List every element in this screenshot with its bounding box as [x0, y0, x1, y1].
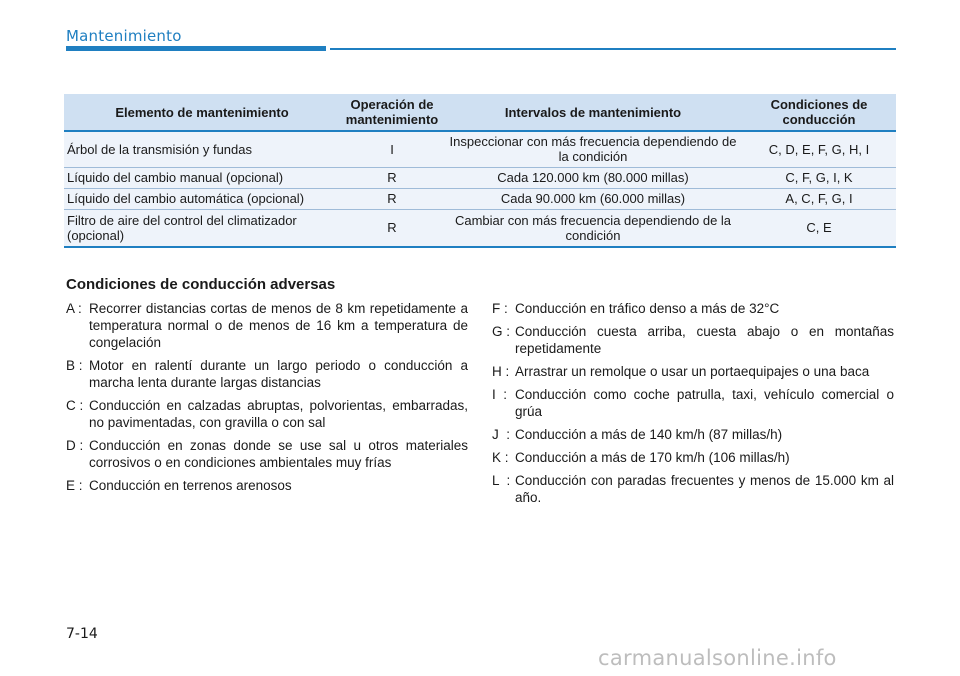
- table-cell: Inspeccionar con más frecuencia dependiendo de la condición: [444, 131, 742, 167]
- list-item: [66, 437, 468, 471]
- table-cell: C, E: [742, 209, 896, 247]
- table-cell: Líquido del cambio automática (opcional): [64, 188, 340, 209]
- list-item: [66, 357, 468, 391]
- table-row: [64, 131, 896, 167]
- condition-text: Conducción cuesta arriba, cuesta abajo o en montañas repetidamente: [515, 324, 894, 356]
- condition-letter: K :: [492, 450, 509, 465]
- condition-text: Conducción en calzadas abruptas, polvorientas, embarradas, no pavimentadas, con gravilla o con sal: [89, 398, 468, 430]
- table-cell: Líquido del cambio manual (opcional): [64, 167, 340, 188]
- table-cell: A, C, F, G, I: [742, 188, 896, 209]
- list-item: [492, 300, 894, 317]
- table-header-row: [64, 94, 896, 131]
- condition-text: Motor en ralentí durante un largo periodo o conducción a marcha lenta durante largas distancias: [89, 358, 468, 390]
- column-header: Elemento de mantenimiento: [64, 94, 340, 131]
- list-item: [492, 363, 894, 380]
- watermark: carmanualsonline.info: [598, 646, 837, 670]
- condition-text: Conducción en zonas donde se use sal u otros materiales corrosivos o en condiciones ambientales muy frías: [89, 438, 468, 470]
- table-cell: I: [340, 131, 444, 167]
- table-row: [64, 188, 896, 209]
- table-cell: Árbol de la transmisión y fundas: [64, 131, 340, 167]
- condition-letter: H :: [492, 364, 510, 379]
- list-item: [492, 449, 894, 466]
- table-cell: R: [340, 188, 444, 209]
- list-item: [492, 386, 894, 420]
- condition-letter: D :: [66, 438, 84, 453]
- table-cell: Cambiar con más frecuencia dependiendo de la condición: [444, 209, 742, 247]
- condition-letter: G :: [492, 324, 511, 339]
- table-cell: C, F, G, I, K: [742, 167, 896, 188]
- conditions-heading: Condiciones de conducción adversas: [66, 276, 336, 293]
- table-cell: Cada 120.000 km (80.000 millas): [444, 167, 742, 188]
- column-header: Condiciones de conducción: [742, 94, 896, 131]
- list-item: [66, 397, 468, 431]
- condition-text: Conducción en tráfico denso a más de 32°C: [515, 301, 780, 316]
- condition-text: Conducción a más de 170 km/h (106 millas/h): [515, 450, 790, 465]
- condition-letter: I :: [492, 387, 508, 402]
- condition-text: Arrastrar un remolque o usar un portaequipajes o una baca: [515, 364, 870, 379]
- list-item: [66, 300, 468, 351]
- table-row: [64, 167, 896, 188]
- page-number: 7-14: [66, 626, 98, 642]
- condition-letter: J :: [492, 427, 511, 442]
- condition-text: Conducción como coche patrulla, taxi, vehículo comercial o grúa: [515, 387, 894, 419]
- condition-text: Conducción con paradas frecuentes y menos de 15.000 km al año.: [515, 473, 894, 505]
- condition-letter: B :: [66, 358, 83, 373]
- conditions-list-left: [66, 300, 468, 500]
- condition-letter: L :: [492, 473, 511, 488]
- condition-letter: C :: [66, 398, 84, 413]
- table-cell: R: [340, 167, 444, 188]
- section-rule-thin: [330, 48, 896, 50]
- table-cell: Cada 90.000 km (60.000 millas): [444, 188, 742, 209]
- condition-text: Conducción en terrenos arenosos: [89, 478, 292, 493]
- list-item: [492, 472, 894, 506]
- column-header: Operación de mantenimiento: [340, 94, 444, 131]
- condition-text: Conducción a más de 140 km/h (87 millas/h): [515, 427, 783, 442]
- condition-text: Recorrer distancias cortas de menos de 8 km repetidamente a temperatura normal o de menos de 16 km a temperatura de congelación: [89, 301, 468, 350]
- list-item: [492, 426, 894, 443]
- conditions-list-right: [492, 300, 894, 512]
- section-rule-thick: [66, 46, 326, 51]
- table-row: [64, 209, 896, 247]
- section-title: Mantenimiento: [66, 27, 182, 45]
- maintenance-table: [64, 94, 896, 248]
- list-item: [492, 323, 894, 357]
- condition-letter: A :: [66, 301, 82, 316]
- condition-letter: F :: [492, 301, 508, 316]
- column-header: Intervalos de mantenimiento: [444, 94, 742, 131]
- table-cell: R: [340, 209, 444, 247]
- table-cell: Filtro de aire del control del climatizador (opcional): [64, 209, 340, 247]
- list-item: [66, 477, 468, 494]
- table-cell: C, D, E, F, G, H, I: [742, 131, 896, 167]
- condition-letter: E :: [66, 478, 83, 493]
